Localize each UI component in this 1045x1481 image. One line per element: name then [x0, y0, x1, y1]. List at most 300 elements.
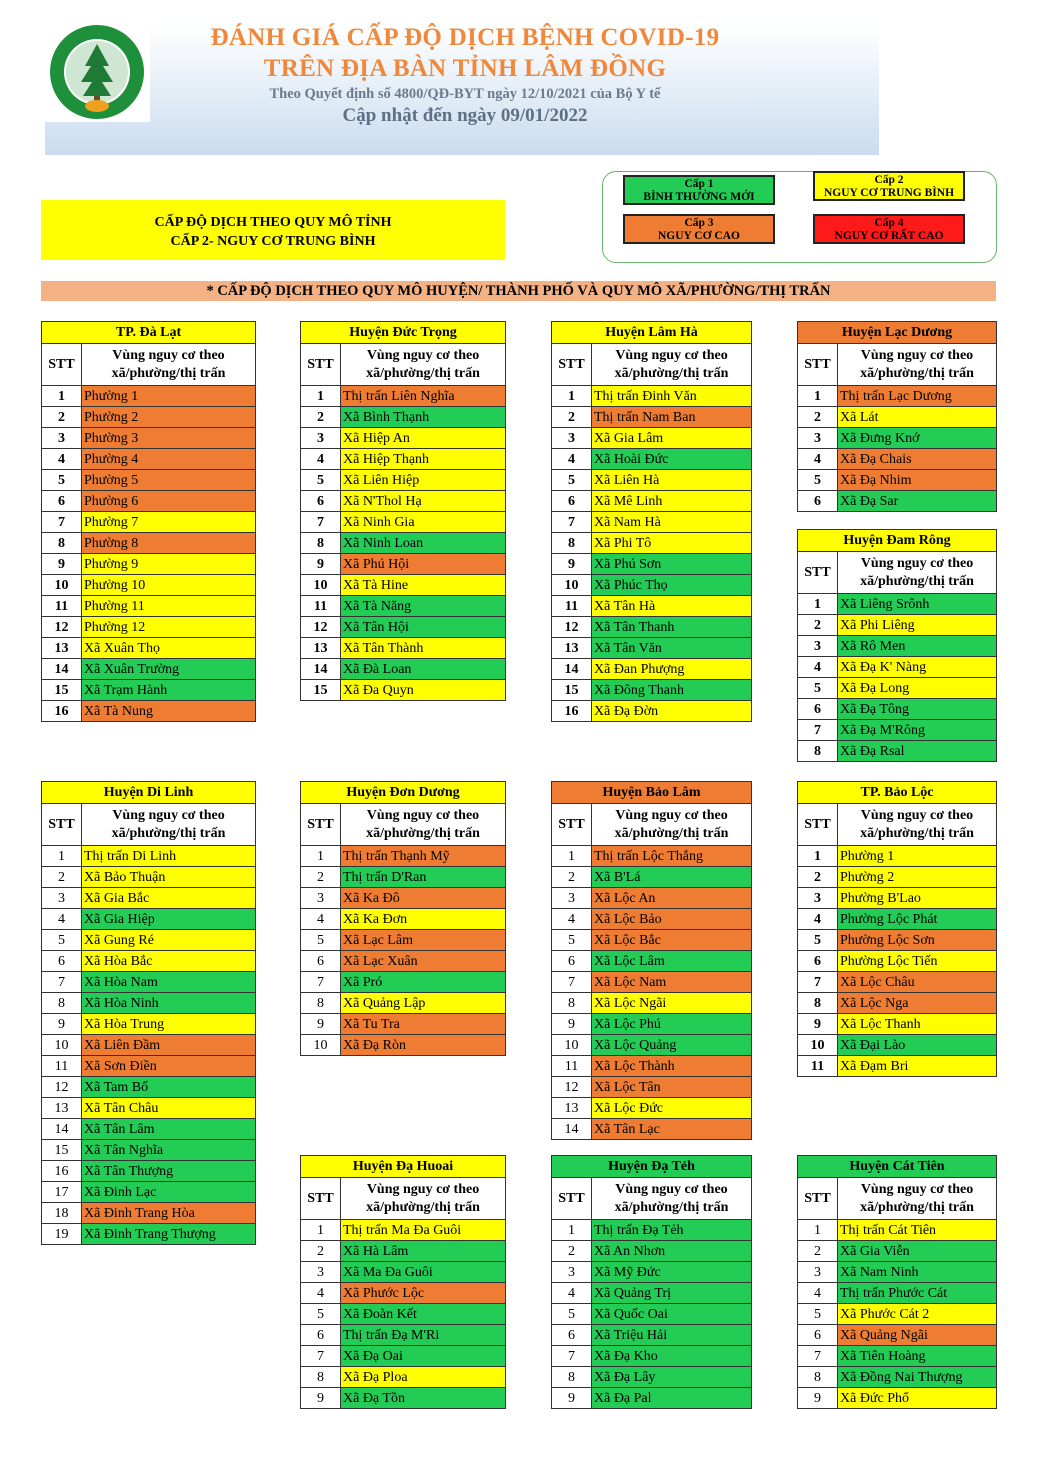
commune-name: Xã Đại Lào: [838, 1035, 997, 1056]
province-level-value: CẤP 2- NGUY CƠ TRUNG BÌNH: [170, 234, 376, 249]
row-stt: 5: [301, 470, 341, 491]
table-row: [552, 1014, 752, 1035]
commune-name: Xã Đạ Kho: [592, 1346, 752, 1367]
row-stt: 19: [42, 1224, 82, 1245]
row-stt: 11: [42, 1056, 82, 1077]
commune-name: Xã Phú Sơn: [592, 554, 752, 575]
table-row: [301, 428, 506, 449]
district-name: Huyện Di Linh: [42, 782, 256, 804]
row-stt: 4: [798, 1283, 838, 1304]
commune-name: Xã Hòa Trung: [82, 1014, 256, 1035]
table-row: [798, 491, 997, 512]
row-stt: 1: [798, 594, 838, 615]
commune-name: Xã Đạ K' Nàng: [838, 657, 997, 678]
table-row: [301, 554, 506, 575]
row-stt: 4: [798, 449, 838, 470]
table-row: [301, 386, 506, 407]
commune-name: Xã Lộc Lâm: [592, 951, 752, 972]
row-stt: 15: [552, 680, 592, 701]
commune-name: Thị trấn Thạnh Mỹ: [341, 846, 506, 867]
column-header-stt: STT: [798, 1178, 838, 1220]
row-stt: 1: [42, 846, 82, 867]
row-stt: 3: [798, 888, 838, 909]
row-stt: 9: [798, 1014, 838, 1035]
commune-name: Xã Tân Thanh: [592, 617, 752, 638]
commune-name: Thị trấn Liên Nghĩa: [341, 386, 506, 407]
commune-name: Xã Quảng Trị: [592, 1283, 752, 1304]
commune-name: Xã Mê Linh: [592, 491, 752, 512]
commune-name: Xã Lộc Nga: [838, 993, 997, 1014]
table-row: [42, 930, 256, 951]
table-row: [301, 1367, 506, 1388]
table-row: [552, 909, 752, 930]
table-row: [552, 701, 752, 722]
row-stt: 2: [301, 867, 341, 888]
row-stt: 1: [552, 846, 592, 867]
row-stt: 5: [552, 1304, 592, 1325]
table-row: [301, 846, 506, 867]
district-table: [41, 321, 256, 722]
row-stt: 2: [798, 1241, 838, 1262]
row-stt: 12: [552, 617, 592, 638]
row-stt: 8: [42, 533, 82, 554]
table-row: [301, 491, 506, 512]
row-stt: 8: [798, 993, 838, 1014]
legend-level-1: [623, 175, 775, 205]
commune-name: Xã Mỹ Đức: [592, 1262, 752, 1283]
column-header-area: Vùng nguy cơ theo xã/phường/thị trấn: [82, 804, 256, 846]
row-stt: 11: [42, 596, 82, 617]
row-stt: 2: [42, 867, 82, 888]
table-row: [798, 594, 997, 615]
row-stt: 4: [798, 909, 838, 930]
table-row: [798, 951, 997, 972]
column-header-area: Vùng nguy cơ theo xã/phường/thị trấn: [592, 1178, 752, 1220]
table-row: [552, 1346, 752, 1367]
commune-name: Xã Tân Hà: [592, 596, 752, 617]
table-row: [42, 909, 256, 930]
table-row: [552, 1035, 752, 1056]
row-stt: 13: [552, 1098, 592, 1119]
row-stt: 7: [798, 972, 838, 993]
table-row: [552, 638, 752, 659]
table-row: [798, 636, 997, 657]
row-stt: 6: [301, 1325, 341, 1346]
row-stt: 6: [798, 699, 838, 720]
row-stt: 1: [301, 846, 341, 867]
table-row: [301, 533, 506, 554]
legend-level-4-title: Cấp 4: [874, 217, 904, 229]
commune-name: Xã Triệu Hải: [592, 1325, 752, 1346]
table-row: [42, 617, 256, 638]
table-row: [798, 1056, 997, 1077]
table-row: [798, 909, 997, 930]
table-row: [42, 1077, 256, 1098]
district-table: [551, 781, 752, 1140]
row-stt: 8: [552, 993, 592, 1014]
row-stt: 1: [798, 1220, 838, 1241]
row-stt: 4: [301, 1283, 341, 1304]
district-table: [797, 321, 997, 512]
legend-level-3-title: Cấp 3: [684, 217, 714, 229]
commune-name: Xã Lộc Châu: [838, 972, 997, 993]
row-stt: 7: [552, 1346, 592, 1367]
district-name: Huyện Lâm Hà: [552, 322, 752, 344]
row-stt: 9: [42, 554, 82, 575]
table-row: [552, 491, 752, 512]
table-row: [552, 1220, 752, 1241]
table-row: [798, 1014, 997, 1035]
district-table: [797, 1155, 997, 1409]
table-row: [552, 680, 752, 701]
table-row: [42, 428, 256, 449]
row-stt: 14: [552, 1119, 592, 1140]
row-stt: 1: [552, 1220, 592, 1241]
table-row: [301, 1304, 506, 1325]
commune-name: Xã Đinh Trang Hòa: [82, 1203, 256, 1224]
row-stt: 3: [798, 636, 838, 657]
commune-name: Xã Quốc Oai: [592, 1304, 752, 1325]
row-stt: 8: [301, 993, 341, 1014]
row-stt: 4: [552, 1283, 592, 1304]
commune-name: Xã Đoàn Kết: [341, 1304, 506, 1325]
table-row: [301, 449, 506, 470]
table-row: [301, 1262, 506, 1283]
row-stt: 13: [42, 1098, 82, 1119]
commune-name: Xã Ma Đa Guôi: [341, 1262, 506, 1283]
commune-name: Xã Tân Châu: [82, 1098, 256, 1119]
table-row: [42, 1035, 256, 1056]
row-stt: 3: [42, 888, 82, 909]
commune-name: Xã Tân Nghĩa: [82, 1140, 256, 1161]
table-row: [42, 680, 256, 701]
table-row: [798, 720, 997, 741]
table-row: [42, 888, 256, 909]
row-stt: 6: [798, 1325, 838, 1346]
commune-name: Xã Phi Liêng: [838, 615, 997, 636]
row-stt: 6: [552, 1325, 592, 1346]
row-stt: 12: [552, 1077, 592, 1098]
row-stt: 7: [42, 972, 82, 993]
table-row: [42, 533, 256, 554]
column-header-stt: STT: [798, 344, 838, 386]
commune-name: Xã Hòa Ninh: [82, 993, 256, 1014]
row-stt: 8: [798, 1367, 838, 1388]
row-stt: 1: [42, 386, 82, 407]
commune-name: Xã Lộc Tân: [592, 1077, 752, 1098]
table-row: [42, 993, 256, 1014]
table-row: [301, 1346, 506, 1367]
table-row: [798, 867, 997, 888]
table-row: [552, 659, 752, 680]
row-stt: 6: [552, 491, 592, 512]
row-stt: 4: [301, 909, 341, 930]
table-row: [798, 386, 997, 407]
row-stt: 1: [301, 386, 341, 407]
row-stt: 10: [552, 575, 592, 596]
commune-name: Phường 9: [82, 554, 256, 575]
row-stt: 1: [552, 386, 592, 407]
commune-name: Xã Đạ Chais: [838, 449, 997, 470]
row-stt: 5: [301, 1304, 341, 1325]
commune-name: Xã Đạ Sar: [838, 491, 997, 512]
row-stt: 3: [552, 428, 592, 449]
table-row: [301, 867, 506, 888]
table-row: [42, 407, 256, 428]
commune-name: Xã Đức Phổ: [838, 1388, 997, 1409]
row-stt: 9: [301, 1388, 341, 1409]
commune-name: Xã Gia Viễn: [838, 1241, 997, 1262]
column-header-stt: STT: [552, 344, 592, 386]
row-stt: 4: [42, 909, 82, 930]
updated-date: Cập nhật đến ngày 09/01/2022: [342, 105, 588, 126]
row-stt: 6: [42, 491, 82, 512]
commune-name: Xã Gung Ré: [82, 930, 256, 951]
table-row: [301, 470, 506, 491]
column-header-area: Vùng nguy cơ theo xã/phường/thị trấn: [838, 344, 997, 386]
commune-name: Phường Lộc Sơn: [838, 930, 997, 951]
table-row: [552, 1262, 752, 1283]
commune-name: Xã Trạm Hành: [82, 680, 256, 701]
commune-name: Xã Đạ Nhim: [838, 470, 997, 491]
row-stt: 15: [42, 680, 82, 701]
commune-name: Xã Tân Lạc: [592, 1119, 752, 1140]
table-row: [42, 596, 256, 617]
table-row: [552, 846, 752, 867]
commune-name: Xã Lộc Bảo: [592, 909, 752, 930]
row-stt: 12: [42, 617, 82, 638]
column-header-stt: STT: [552, 1178, 592, 1220]
row-stt: 6: [42, 951, 82, 972]
commune-name: Xã Lạc Lâm: [341, 930, 506, 951]
row-stt: 11: [301, 596, 341, 617]
table-row: [42, 701, 256, 722]
table-row: [552, 1283, 752, 1304]
commune-name: Phường 4: [82, 449, 256, 470]
commune-name: Xã Đạ Oai: [341, 1346, 506, 1367]
commune-name: Xã Ka Đô: [341, 888, 506, 909]
legend-level-1-title: Cấp 1: [684, 178, 714, 190]
commune-name: Xã Ninh Loan: [341, 533, 506, 554]
row-stt: 17: [42, 1182, 82, 1203]
row-stt: 14: [301, 659, 341, 680]
district-table: [300, 1155, 506, 1409]
row-stt: 1: [798, 846, 838, 867]
page-title-line2: TRÊN ĐỊA BÀN TỈNH LÂM ĐỒNG: [263, 55, 667, 82]
row-stt: 10: [301, 575, 341, 596]
commune-name: Xã Lộc An: [592, 888, 752, 909]
commune-name: Xã Hà Lâm: [341, 1241, 506, 1262]
commune-name: Xã Gia Lâm: [592, 428, 752, 449]
commune-name: Xã Bình Thạnh: [341, 407, 506, 428]
commune-name: Xã Lộc Nam: [592, 972, 752, 993]
table-row: [301, 930, 506, 951]
table-row: [552, 470, 752, 491]
row-stt: 9: [552, 1388, 592, 1409]
table-row: [552, 1119, 752, 1140]
table-row: [798, 1388, 997, 1409]
legend-level-2-title: Cấp 2: [874, 174, 904, 186]
legend-level-4: [813, 214, 965, 244]
table-row: [798, 1262, 997, 1283]
commune-name: Thị trấn Đinh Văn: [592, 386, 752, 407]
row-stt: 3: [552, 1262, 592, 1283]
commune-name: Xã Lạc Xuân: [341, 951, 506, 972]
table-row: [42, 449, 256, 470]
section-title: * CẤP ĐỘ DỊCH THEO QUY MÔ HUYỆN/ THÀNH PHỐ VÀ QUY MÔ XÃ/PHƯỜNG/THỊ TRẤN: [41, 281, 996, 301]
row-stt: 5: [301, 930, 341, 951]
row-stt: 18: [42, 1203, 82, 1224]
row-stt: 8: [301, 1367, 341, 1388]
commune-name: Xã Hòa Bắc: [82, 951, 256, 972]
commune-name: Xã Hoài Đức: [592, 449, 752, 470]
commune-name: Phường 2: [838, 867, 997, 888]
district-name: Huyện Bảo Lâm: [552, 782, 752, 804]
district-name: Huyện Lạc Dương: [798, 322, 997, 344]
row-stt: 13: [301, 638, 341, 659]
column-header-area: Vùng nguy cơ theo xã/phường/thị trấn: [838, 1178, 997, 1220]
row-stt: 6: [798, 951, 838, 972]
row-stt: 2: [798, 867, 838, 888]
row-stt: 2: [552, 867, 592, 888]
row-stt: 8: [301, 533, 341, 554]
legend-level-4-desc: NGUY CƠ RẤT CAO: [834, 230, 944, 242]
commune-name: Thị trấn Cát Tiên: [838, 1220, 997, 1241]
row-stt: 2: [301, 1241, 341, 1262]
commune-name: Thị trấn Ma Đa Guôi: [341, 1220, 506, 1241]
district-table: [797, 529, 997, 762]
commune-name: Phường Lộc Phát: [838, 909, 997, 930]
table-row: [798, 930, 997, 951]
commune-name: Phường 3: [82, 428, 256, 449]
table-row: [42, 1140, 256, 1161]
commune-name: Xã Lộc Thanh: [838, 1014, 997, 1035]
row-stt: 12: [301, 617, 341, 638]
row-stt: 11: [552, 1056, 592, 1077]
commune-name: Xã Tân Lâm: [82, 1119, 256, 1140]
row-stt: 10: [301, 1035, 341, 1056]
commune-name: Xã Đạm Bri: [838, 1056, 997, 1077]
column-header-stt: STT: [798, 552, 838, 594]
table-row: [552, 1077, 752, 1098]
row-stt: 6: [301, 491, 341, 512]
table-row: [42, 386, 256, 407]
table-row: [552, 1098, 752, 1119]
table-row: [42, 972, 256, 993]
row-stt: 16: [42, 1161, 82, 1182]
table-row: [42, 846, 256, 867]
table-row: [798, 1220, 997, 1241]
commune-name: Xã Liên Đầm: [82, 1035, 256, 1056]
district-table: [551, 1155, 752, 1409]
district-table: [300, 321, 506, 701]
table-row: [301, 638, 506, 659]
commune-name: Xã Pró: [341, 972, 506, 993]
table-row: [301, 407, 506, 428]
table-row: [798, 846, 997, 867]
cdc-logo-icon: [45, 22, 150, 122]
table-row: [798, 1035, 997, 1056]
commune-name: Xã Đạ Ròn: [341, 1035, 506, 1056]
commune-name: Xã Phú Hội: [341, 554, 506, 575]
commune-name: Xã Gia Bắc: [82, 888, 256, 909]
row-stt: 3: [552, 888, 592, 909]
column-header-stt: STT: [552, 804, 592, 846]
commune-name: Xã Tân Thượng: [82, 1161, 256, 1182]
table-row: [552, 1056, 752, 1077]
district-name: Huyện Đạ Tẻh: [552, 1156, 752, 1178]
row-stt: 7: [301, 512, 341, 533]
district-name: Huyện Đạ Huoai: [301, 1156, 506, 1178]
commune-name: Xã Rô Men: [838, 636, 997, 657]
row-stt: 3: [798, 1262, 838, 1283]
legend-level-3: [623, 214, 775, 244]
row-stt: 10: [798, 1035, 838, 1056]
commune-name: Xã Đạ Đờn: [592, 701, 752, 722]
table-row: [301, 909, 506, 930]
commune-name: Xã Đạ Pal: [592, 1388, 752, 1409]
commune-name: Xã Lát: [838, 407, 997, 428]
table-row: [798, 741, 997, 762]
row-stt: 11: [552, 596, 592, 617]
table-row: [552, 993, 752, 1014]
row-stt: 8: [42, 993, 82, 1014]
table-row: [798, 1367, 997, 1388]
row-stt: 10: [42, 1035, 82, 1056]
row-stt: 4: [552, 909, 592, 930]
commune-name: Xã Đạ Tông: [838, 699, 997, 720]
table-row: [798, 1304, 997, 1325]
commune-name: Xã Tu Tra: [341, 1014, 506, 1035]
table-row: [798, 993, 997, 1014]
commune-name: Xã Ninh Gia: [341, 512, 506, 533]
table-row: [798, 972, 997, 993]
commune-name: Thị trấn Đạ M'Ri: [341, 1325, 506, 1346]
table-row: [301, 888, 506, 909]
row-stt: 14: [552, 659, 592, 680]
table-row: [301, 972, 506, 993]
table-row: [552, 1367, 752, 1388]
table-row: [301, 1325, 506, 1346]
table-row: [552, 1325, 752, 1346]
row-stt: 5: [552, 470, 592, 491]
row-stt: 16: [42, 701, 82, 722]
commune-name: Phường 7: [82, 512, 256, 533]
row-stt: 3: [42, 428, 82, 449]
commune-name: Xã Hiệp Thạnh: [341, 449, 506, 470]
commune-name: Thị trấn Di Linh: [82, 846, 256, 867]
table-row: [552, 428, 752, 449]
commune-name: Xã Phúc Thọ: [592, 575, 752, 596]
province-level-title: CẤP ĐỘ DỊCH THEO QUY MÔ TỈNH: [154, 215, 392, 230]
commune-name: Xã Đa Quyn: [341, 680, 506, 701]
commune-name: Xã Lộc Phú: [592, 1014, 752, 1035]
table-row: [798, 407, 997, 428]
page-title-line1: ĐÁNH GIÁ CẤP ĐỘ DỊCH BỆNH COVID-19: [210, 24, 720, 51]
commune-name: Xã Hiệp An: [341, 428, 506, 449]
row-stt: 14: [42, 1119, 82, 1140]
table-row: [301, 680, 506, 701]
column-header-stt: STT: [301, 344, 341, 386]
row-stt: 3: [301, 1262, 341, 1283]
commune-name: Xã Lộc Đức: [592, 1098, 752, 1119]
table-row: [42, 951, 256, 972]
commune-name: Xã Phi Tô: [592, 533, 752, 554]
district-name: Huyện Đơn Dương: [301, 782, 506, 804]
table-row: [552, 1241, 752, 1262]
table-row: [42, 1014, 256, 1035]
column-header-stt: STT: [301, 1178, 341, 1220]
